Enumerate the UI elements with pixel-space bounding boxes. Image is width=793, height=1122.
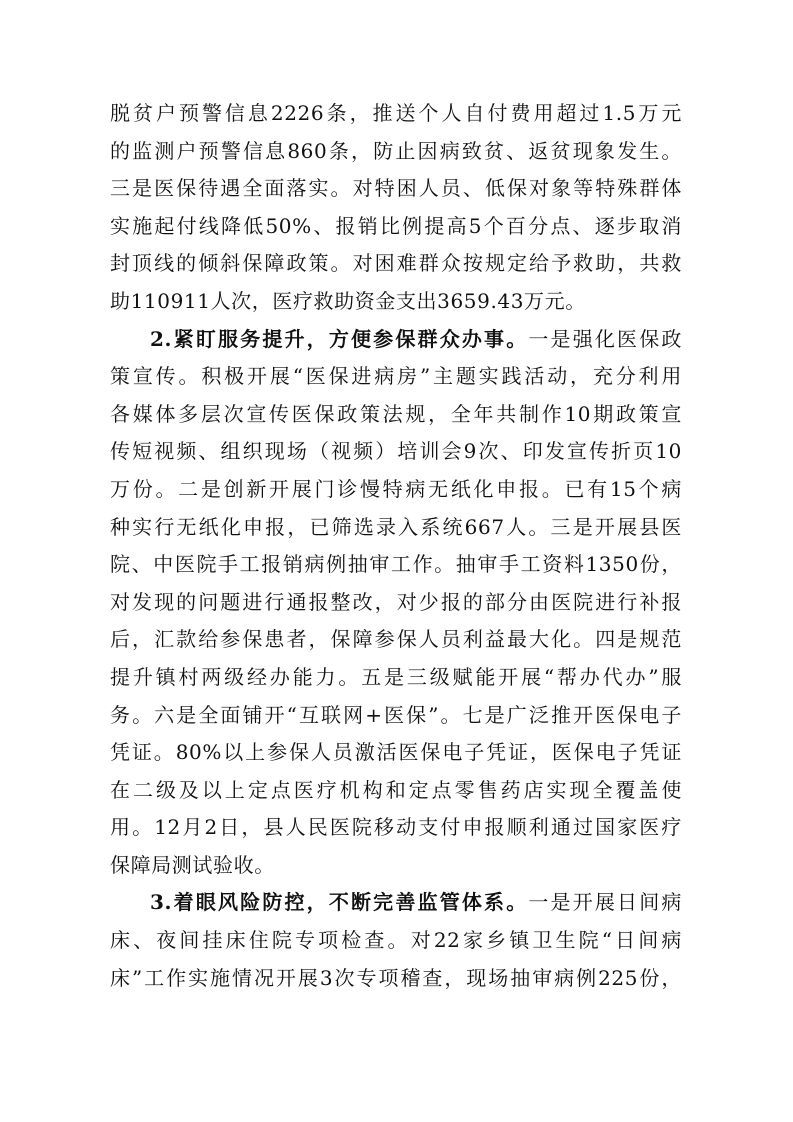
text-line bbox=[110, 433, 682, 471]
text-line bbox=[110, 584, 682, 622]
body-text: 传短视频、组织现场（视频）培训会9次、印发宣传折页10 bbox=[110, 439, 682, 464]
body-text: 一是开展日间病 bbox=[528, 890, 682, 915]
text-line bbox=[110, 960, 682, 998]
text-line bbox=[110, 621, 682, 659]
body-text: 床”工作实施情况开展3次专项稽查，现场抽审病例225份， bbox=[110, 965, 682, 990]
body-text: 一是强化医保政 bbox=[528, 326, 682, 351]
text-line bbox=[110, 95, 682, 133]
body-text: 的监测户预警信息860条，防止因病致贫、返贫现象发生。 bbox=[110, 138, 682, 163]
body-text: 三是医保待遇全面落实。对特困人员、低保对象等特殊群体 bbox=[110, 176, 682, 201]
text-line bbox=[110, 884, 682, 922]
text-line bbox=[110, 396, 682, 434]
body-text: 床、夜间挂床住院专项检查。对22家乡镇卫生院“日间病 bbox=[110, 928, 682, 953]
body-text: 万份。二是创新开展门诊慢特病无纸化申报。已有15个病 bbox=[110, 476, 682, 501]
text-line bbox=[110, 208, 682, 246]
text-line bbox=[110, 772, 682, 810]
text-line bbox=[110, 170, 682, 208]
text-line bbox=[110, 659, 682, 697]
text-line bbox=[110, 133, 682, 171]
body-text: 后，汇款给参保患者，保障参保人员利益最大化。四是规范 bbox=[110, 627, 682, 652]
body-text: 用。12月2日，县人民医院移动支付申报顺利通过国家医疗 bbox=[110, 815, 682, 840]
body-text: 实施起付线降低50%、报销比例提高5个百分点、逐步取消 bbox=[110, 213, 682, 238]
text-line bbox=[110, 321, 682, 359]
text-line bbox=[110, 697, 682, 735]
body-text: 脱贫户预警信息2226条，推送个人自付费用超过1.5万元 bbox=[110, 101, 682, 125]
body-text: 院、中医院手工报销病例抽审工作。抽审手工资料1350份， bbox=[110, 552, 682, 577]
body-text: 助110911人次，医疗救助资金支出3659.43万元。 bbox=[110, 288, 586, 313]
text-line bbox=[110, 922, 682, 960]
text-line bbox=[110, 283, 682, 321]
text-line bbox=[110, 509, 682, 547]
text-line bbox=[110, 546, 682, 584]
document-body bbox=[110, 95, 682, 997]
body-text: 各媒体多层次宣传医保政策法规，全年共制作10期政策宣 bbox=[110, 401, 682, 426]
body-text: 凭证。80%以上参保人员激活医保电子凭证，医保电子凭证 bbox=[110, 740, 682, 765]
paragraph-heading: 2.紧盯服务提升，方便参保群众办事。 bbox=[150, 326, 529, 351]
text-line bbox=[110, 734, 682, 772]
body-text: 在二级及以上定点医疗机构和定点零售药店实现全覆盖使 bbox=[110, 777, 682, 802]
body-text: 策宣传。积极开展“医保进病房”主题实践活动，充分利用 bbox=[110, 364, 682, 389]
body-text: 种实行无纸化申报，已筛选录入系统667人。三是开展县医 bbox=[110, 514, 682, 539]
paragraph-heading: 3.着眼风险防控，不断完善监管体系。 bbox=[150, 890, 529, 915]
body-text: 务。六是全面铺开“互联网+医保”。七是广泛推开医保电子 bbox=[110, 702, 682, 727]
text-line bbox=[110, 847, 682, 885]
body-text: 保障局测试验收。 bbox=[110, 852, 275, 877]
text-line bbox=[110, 245, 682, 283]
text-line bbox=[110, 809, 682, 847]
text-line bbox=[110, 471, 682, 509]
body-text: 提升镇村两级经办能力。五是三级赋能开展“帮办代办”服 bbox=[110, 664, 682, 689]
text-line bbox=[110, 358, 682, 396]
body-text: 封顶线的倾斜保障政策。对困难群众按规定给予救助，共救 bbox=[110, 251, 682, 276]
body-text: 对发现的问题进行通报整改，对少报的部分由医院进行补报 bbox=[110, 589, 682, 614]
